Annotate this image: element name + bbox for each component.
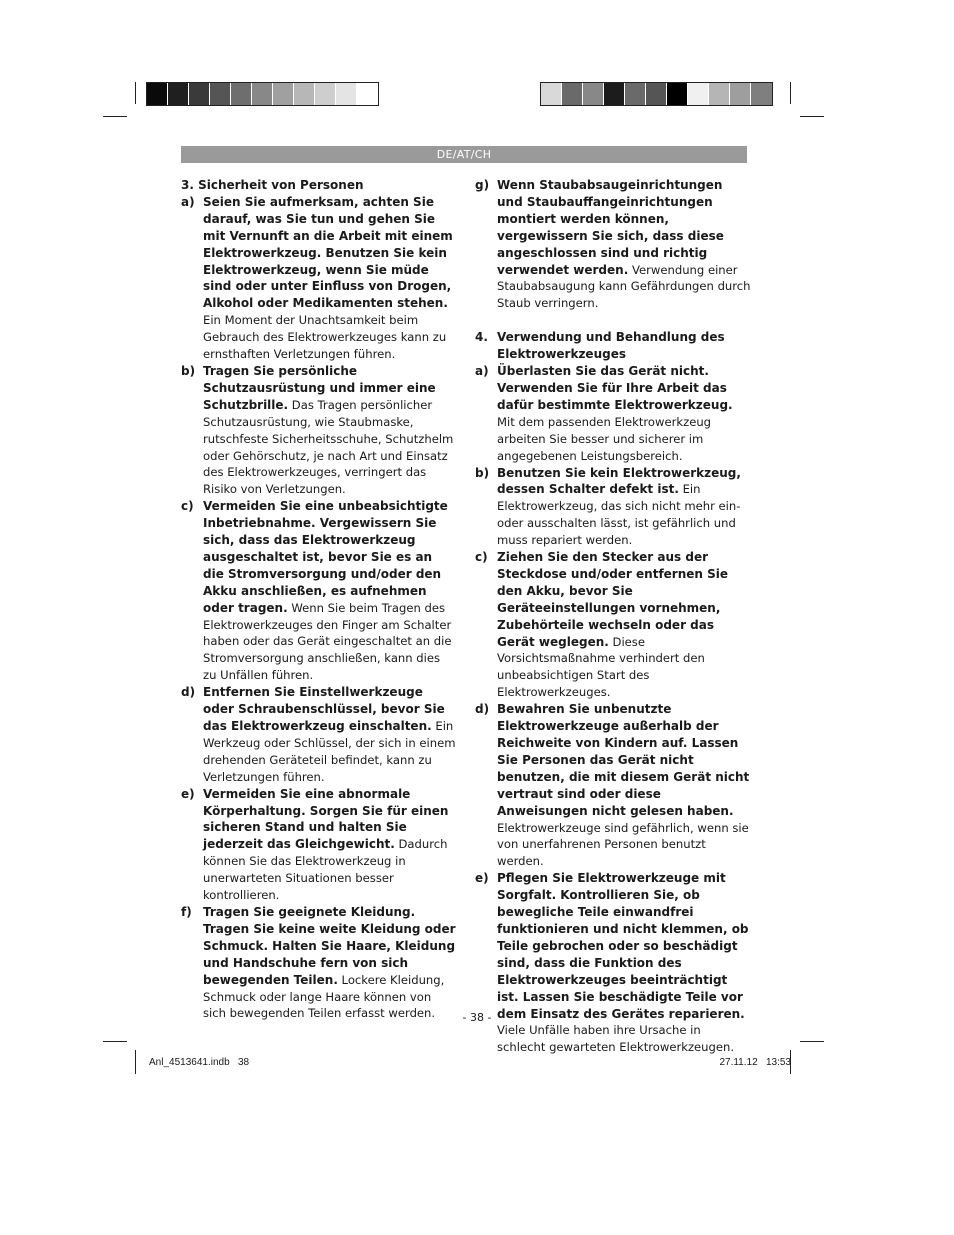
item-explanation: Ein Werkzeug oder Schlüssel, der sich in einem drehenden Geräteteil befindet, kann zu Verletzungen führen. [203, 719, 456, 784]
color-swatch [709, 83, 730, 105]
item-label: e) [181, 786, 195, 801]
item-explanation: Dadurch können Sie das Elektrowerkzeug in unerwarteten Situationen besser kontrollieren. [203, 837, 448, 903]
color-swatch [583, 83, 604, 105]
crop-mark [790, 82, 791, 104]
list-item [181, 498, 456, 684]
item-explanation: Wenn Sie beim Tragen des Elektrowerkzeuges den Finger am Schalter haben oder das Gerät eingeschaltet an die Stromversorgung anschließen, kann dies zu Unfällen führen. [203, 600, 452, 683]
item-explanation: Viele Unfälle haben ihre Ursache in schlecht gewarteten Elektrowerkzeugen. [497, 1023, 735, 1055]
color-swatch [189, 83, 210, 105]
color-swatch [751, 83, 772, 105]
item-label: e) [475, 871, 489, 886]
color-swatch [646, 83, 667, 105]
item-instruction: Benutzen Sie kein Elektrowerkzeug, dessen Schalter defekt ist. [497, 465, 741, 497]
color-swatch [667, 83, 688, 105]
item-label: a) [181, 194, 195, 209]
item-instruction: Entfernen Sie Einstellwerkzeuge oder Schraubenschlüssel, bevor Sie das Elektrowerkzeug einschalten. [203, 685, 445, 733]
color-swatch [562, 83, 583, 105]
item-explanation: Das Tragen persönlicher Schutzausrüstung, wie Staubmaske, rutschfeste Sicherheitsschuhe, Schutzhelm oder Gehörschutz, je nach Art und Einsatz des Elektrowerkzeuges, verringert das Risiko von Verletzungen. [203, 397, 454, 497]
item-instruction: Überlasten Sie das Gerät nicht. Verwenden Sie für Ihre Arbeit das dafür bestimmte Elektrowerkzeug. [497, 364, 733, 412]
region-label: DE/AT/CH [436, 148, 492, 161]
color-swatch [315, 83, 336, 105]
color-swatch [336, 83, 357, 105]
section-number: 4. [475, 330, 488, 345]
item-label: b) [475, 465, 490, 480]
right-column [475, 177, 751, 1056]
footer-datetime: 27.11.12 13:53 [719, 1057, 791, 1068]
color-swatch [231, 83, 252, 105]
crop-mark [135, 1050, 136, 1074]
item-instruction: Ziehen Sie den Stecker aus der Steckdose und/oder entfernen Sie den Akku, bevor Sie Geräteeinstellungen vornehmen, Zubehörteile wechseln oder das Gerät weglegen. [497, 550, 729, 649]
item-instruction: Vermeiden Sie eine abnormale Körperhaltung. Sorgen Sie für einen sicheren Stand und halten Sie jederzeit das Gleichgewicht. [203, 786, 449, 852]
item-explanation: Ein Elektrowerkzeug, das sich nicht mehr ein- oder ausschalten lässt, ist gefährlich und muss repariert werden. [497, 482, 741, 548]
item-instruction: Pflegen Sie Elektrowerkzeuge mit Sorgfalt. Kontrollieren Sie, ob bewegliche Teile einwandfrei funktionieren und nicht klemmen, ob Teile gebrochen oder so beschädigt sind, dass die Funktion des Elektrowerkzeuges beeinträchtigt ist. Lassen Sie beschädigte Teile vor dem Einsatz des Gerätes reparieren. [497, 871, 749, 1021]
item-label: f) [181, 904, 192, 919]
crop-mark [103, 1041, 127, 1042]
item-instruction: Tragen Sie persönliche Schutzausrüstung und immer eine Schutzbrille. [203, 363, 436, 412]
color-swatch [294, 83, 315, 105]
list-item [475, 363, 751, 464]
color-swatch [168, 83, 189, 105]
color-calibration-bar-right [540, 82, 773, 106]
color-swatch [604, 83, 625, 105]
item-explanation: Mit dem passenden Elektrowerkzeug arbeiten Sie besser und sicherer im angegebenen Leistungsbereich. [497, 414, 712, 463]
crop-mark [103, 116, 127, 117]
item-label: g) [475, 178, 490, 192]
section-heading: 3. Sicherheit von Personen [181, 178, 364, 192]
item-instruction: Bewahren Sie unbenutzte Elektrowerkzeuge außerhalb der Reichweite von Kindern auf. Lassen Sie Personen das Gerät nicht benutzen, die mit diesem Gerät nicht vertraut sind oder diese Anweisungen nicht gelesen haben. [497, 702, 750, 818]
item-instruction: Tragen Sie geeignete Kleidung. Tragen Sie keine weite Kleidung oder Schmuck. Halten Sie Haare, Kleidung und Handschuhe fern von sich bewegenden Teilen. [203, 904, 456, 987]
crop-mark [800, 1041, 824, 1042]
color-swatch [357, 83, 378, 105]
list-item [181, 786, 456, 904]
item-label: d) [475, 702, 490, 717]
item-label: c) [181, 499, 194, 514]
crop-mark [135, 82, 136, 104]
item-instruction: Vermeiden Sie eine unbeabsichtigte Inbetriebnahme. Vergewissern Sie sich, dass das Elektrowerkzeug ausgeschaltet ist, bevor Sie es an die Stromversorgung und/oder den Akku anschließen, es aufnehmen oder tragen. [203, 499, 448, 615]
item-label: b) [181, 363, 196, 378]
color-swatch [625, 83, 646, 105]
item-label: a) [475, 364, 489, 379]
list-item [181, 904, 456, 1022]
item-instruction: Wenn Staubabsaugeinrichtungen und Staubauffangeinrichtungen montiert werden können, vergewissern Sie sich, dass diese angeschlossen sind und richtig verwendet werden. [497, 178, 724, 277]
item-explanation: Elektrowerkzeuge sind gefährlich, wenn sie von unerfahrenen Personen benutzt werden. [497, 820, 749, 869]
color-calibration-bar-left [146, 82, 379, 106]
color-swatch [730, 83, 751, 105]
item-label: c) [475, 550, 488, 565]
left-column [181, 177, 456, 1022]
list-item [475, 465, 751, 550]
color-swatch [252, 83, 273, 105]
item-label: d) [181, 685, 196, 700]
item-explanation: Verwendung einer Staubabsaugung kann Gefährdungen durch Staub verringern. [497, 262, 751, 311]
crop-mark [800, 116, 824, 117]
color-swatch [147, 83, 168, 105]
color-swatch [273, 83, 294, 105]
page-number: - 38 - [462, 1011, 492, 1024]
list-item [181, 194, 456, 363]
section-heading [475, 329, 751, 363]
item-instruction: Seien Sie aufmerksam, achten Sie darauf, was Sie tun und gehen Sie mit Vernunft an die Arbeit mit einem Elektrowerkzeug. Benutzen Sie kein Elektrowerkzeug, wenn Sie müde sind oder unter Einfluss von Drogen, Alkohol oder Medikamenten stehen. [203, 194, 453, 311]
region-header-band [181, 146, 747, 163]
footer-file-info: Anl_4513641.indb 38 [149, 1057, 250, 1068]
list-item [181, 363, 456, 498]
list-item [181, 684, 456, 785]
item-explanation: Diese Vorsichtsmaßnahme verhindert den unbeabsichtigen Start des Elektrowerkzeuges. [497, 634, 705, 700]
item-explanation: Lockere Kleidung, Schmuck oder lange Haare können von sich bewegenden Teilen erfasst werden. [203, 972, 445, 1021]
color-swatch [541, 83, 562, 105]
section-title: Verwendung und Behandlung des Elektrowerkzeuges [497, 330, 725, 362]
list-item [475, 549, 751, 701]
color-swatch [210, 83, 231, 105]
list-item [475, 870, 751, 1056]
list-item [475, 177, 751, 312]
color-swatch [688, 83, 709, 105]
item-explanation: Ein Moment der Unachtsamkeit beim Gebrauch des Elektrowerkzeuges kann zu ernsthaften Verletzungen führen. [203, 313, 447, 362]
list-item [475, 701, 751, 870]
